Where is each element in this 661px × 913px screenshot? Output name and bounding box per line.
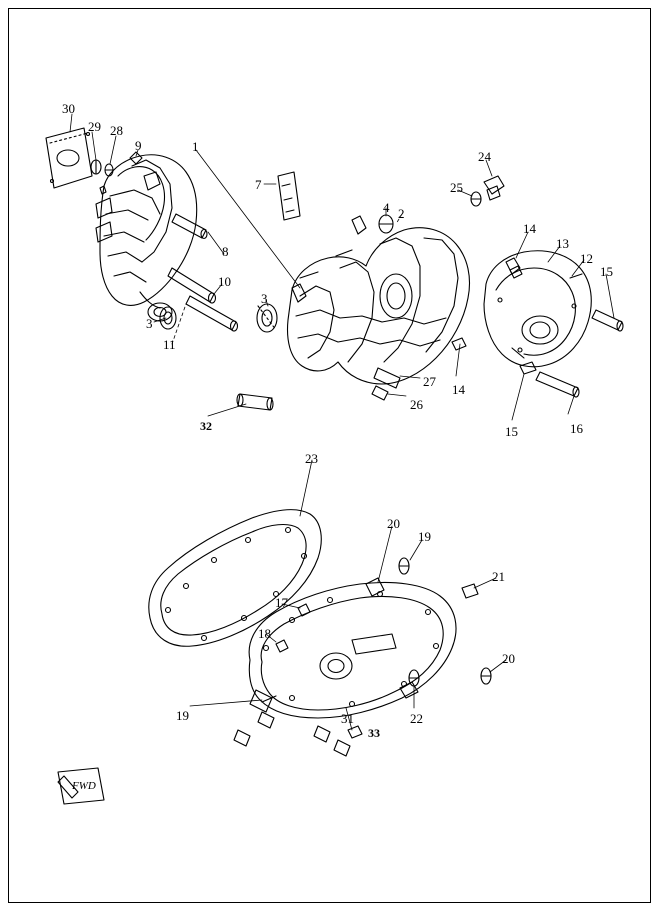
part-30-plate <box>46 128 92 188</box>
parts-24-25-fittings <box>471 176 504 206</box>
callout-15: 15 <box>600 264 613 279</box>
right-crankcase-cover <box>484 251 591 367</box>
callout-14: 14 <box>523 221 536 236</box>
callout-32: 32 <box>200 419 212 433</box>
callout-9: 9 <box>135 138 142 153</box>
callout-10: 10 <box>218 274 231 289</box>
part-32-bushing <box>237 394 273 410</box>
part-29-28-fittings <box>91 160 113 194</box>
callout-1: 1 <box>192 139 199 154</box>
callout-20: 20 <box>502 651 515 666</box>
callout-24: 24 <box>478 149 491 164</box>
callout-3: 3 <box>261 291 268 306</box>
left-crankcase-half <box>96 155 197 321</box>
callout-7: 7 <box>255 177 262 192</box>
part-3-seal-center <box>257 304 277 332</box>
callout-21: 21 <box>492 569 505 584</box>
right-cover-bolts <box>452 266 623 397</box>
callout-13: 13 <box>556 236 569 251</box>
parts-8-10-dowels <box>168 214 238 331</box>
callout-29: 29 <box>88 119 101 134</box>
part-7-gasket <box>278 172 300 220</box>
callout-17: 17 <box>275 595 288 610</box>
callout-25: 25 <box>450 180 463 195</box>
callout-22: 22 <box>410 711 423 726</box>
callout-27: 27 <box>423 374 436 389</box>
callout-4: 4 <box>383 200 390 215</box>
callout-16: 16 <box>570 421 583 436</box>
part-11-seal <box>160 307 176 329</box>
callout-28: 28 <box>110 123 123 138</box>
callout-31: 31 <box>341 711 354 726</box>
parts-19-20-fasteners <box>262 558 491 702</box>
callout-26: 26 <box>410 397 423 412</box>
callout-19: 19 <box>176 708 189 723</box>
parts-17-18-pins <box>276 604 310 652</box>
parts-22-31-bolts <box>348 682 418 738</box>
callout-2: 2 <box>398 206 405 221</box>
callout-11: 11 <box>163 337 176 352</box>
fwd-label: FWD <box>72 780 96 792</box>
transmission-case-cover <box>234 583 456 757</box>
callout-30: 30 <box>62 101 75 116</box>
callout-15: 15 <box>505 424 518 439</box>
part-21-bolt <box>462 584 478 598</box>
center-crankcase-assembly <box>288 215 470 400</box>
callout-20: 20 <box>387 516 400 531</box>
callout-18: 18 <box>258 626 271 641</box>
callout-3: 3 <box>146 316 153 331</box>
callout-12: 12 <box>580 251 593 266</box>
callout-33: 33 <box>368 726 380 740</box>
callout-19: 19 <box>418 529 431 544</box>
callout-23: 23 <box>305 451 318 466</box>
callout-8: 8 <box>222 244 229 259</box>
part-23-gasket <box>149 510 321 647</box>
callout-14: 14 <box>452 382 465 397</box>
